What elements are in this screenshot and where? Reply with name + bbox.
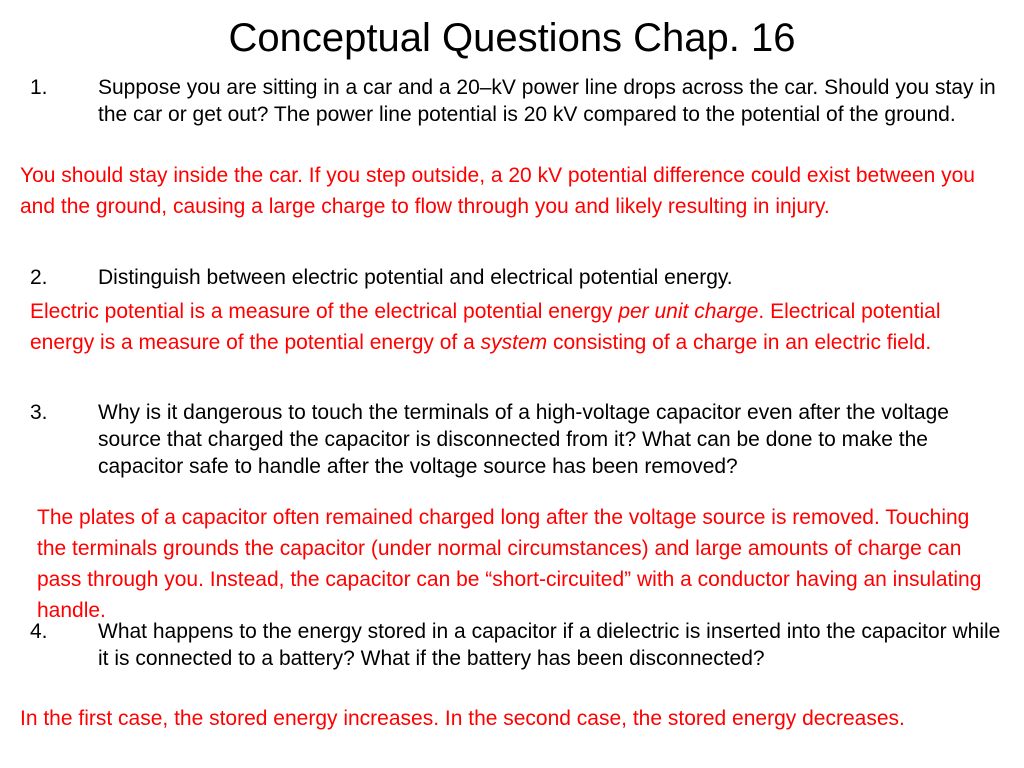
answer-emphasis: system bbox=[480, 331, 548, 354]
question-3 bbox=[30, 399, 1000, 509]
answer-1: You should stay inside the car. If you step outside, a 20 kV potential difference could exist between you and the ground, causing a large charge to flow through you and likely resulting in injury. bbox=[20, 164, 975, 218]
answer-2 bbox=[30, 296, 1010, 358]
question-4 bbox=[30, 618, 1000, 702]
question-number: 1. bbox=[30, 76, 48, 99]
answer-text: . Electrical potential energy is a measure of the potential energy of a bbox=[30, 300, 941, 354]
question-text: Distinguish between electric potential and electrical potential energy. bbox=[98, 266, 733, 289]
slide-title: Conceptual Questions Chap. 16 bbox=[228, 16, 796, 60]
answer-emphasis: per unit charge bbox=[618, 300, 759, 323]
question-number: 4. bbox=[30, 620, 48, 643]
question-text: What happens to the energy stored in a capacitor if a dielectric is inserted into the capacitor while it is connected to a battery? What if the battery has been disconnected? bbox=[98, 620, 1001, 670]
question-number: 2. bbox=[30, 266, 48, 289]
question-1 bbox=[30, 74, 1000, 158]
question-text: Why is it dangerous to touch the terminals of a high-voltage capacitor even after the voltage source that charged the capacitor is disconnected from it? What can be done to make the capacitor safe to handle after the voltage source has been removed? bbox=[98, 401, 949, 478]
answer-4: In the first case, the stored energy increases. In the second case, the stored energy decreases. bbox=[20, 707, 905, 730]
question-number: 3. bbox=[30, 401, 48, 424]
answer-3: The plates of a capacitor often remained charged long after the voltage source is removed. Touching the terminals grounds the capacitor (under normal circumstances) and large amounts of charge can pass through you. Instead, the capacitor can be “short-circuited” with a conductor having an insulating handle. bbox=[37, 506, 982, 622]
question-2 bbox=[30, 264, 1000, 294]
question-text: Suppose you are sitting in a car and a 20–kV power line drops across the car. Should you stay in the car or get out? The power line potential is 20 kV compared to the potential of the ground. bbox=[98, 76, 996, 126]
answer-text: consisting of a charge in an electric field. bbox=[547, 331, 932, 354]
answer-text: Electric potential is a measure of the electrical potential energy bbox=[30, 300, 619, 323]
